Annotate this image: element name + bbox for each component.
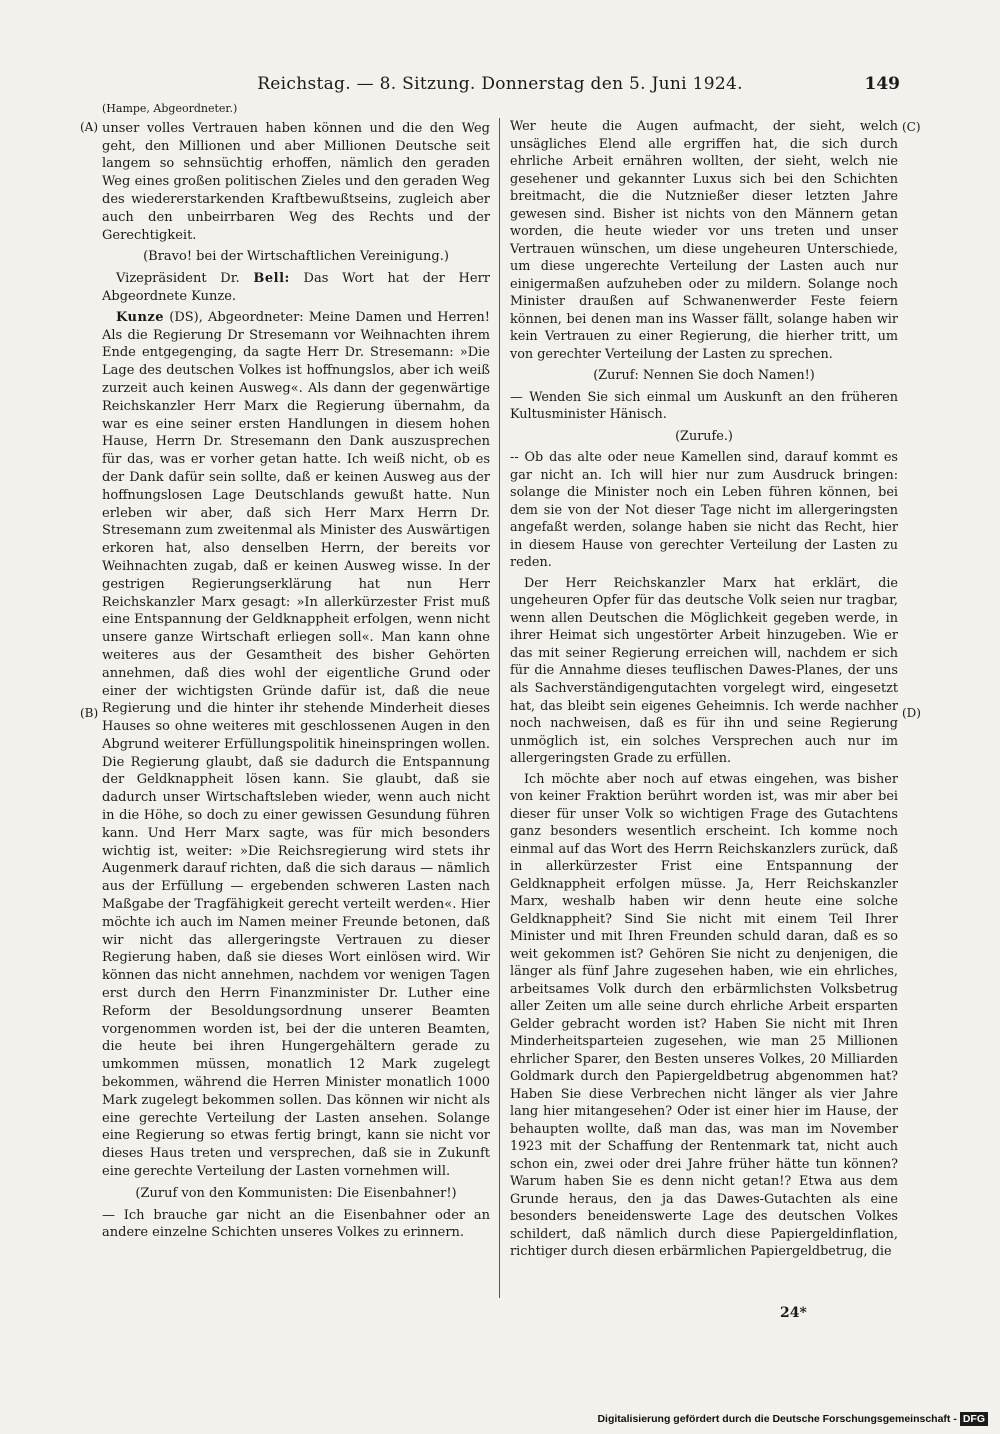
footer-credit <box>597 1412 988 1426</box>
dfg-logo[interactable]: DFG <box>960 1412 988 1426</box>
interjection: (Bravo! bei der Wirtschaftlichen Vereinigung.) <box>143 249 449 265</box>
margin-marker-b: (B) <box>80 706 99 720</box>
footer-text: Digitalisierung gefördert durch die Deutsche Forschungsgemeinschaft - <box>597 1413 957 1425</box>
paragraph: -- Ob das alte oder neue Kamellen sind, darauf kommt es gar nicht an. Ich will hier nur zum Ausdruck bringen: solange die Minister noch ein Leben führen können, bei dem sie von der Not dieser Tage nicht im allergeringsten angefaßt werden, solange haben sie nicht das Recht, hier in diesem Hause von gerechter Verteilung der Lasten zu reden. <box>510 450 898 571</box>
interjection: (Zurufe.) <box>675 428 733 444</box>
paragraph: Der Herr Reichskanzler Marx hat erklärt, die ungeheuren Opfer für das deutsche Volk seien nur tragbar, wenn allen Deutschen die Möglichkeit gegeben werde, in ihrer Heimat sich ungestörter Arbeit hinzugeben. Wie er das mit seiner Regierung erreichen will, nachdem er sich für die Annahme dieses teuflischen Dawes-Planes, der uns als Sachverständigengutachten vorgelegt wird, eingesetzt hat, das bleibt sein eigenes Geheimnis. Ich werde nachher noch nachweisen, daß es für ihn und seine Regierung unmöglich ist, ein solches Versprechen auch nur im allergeringsten Grade zu erfüllen. <box>510 575 898 767</box>
interjection: (Zuruf: Nennen Sie doch Namen!) <box>593 368 815 384</box>
margin-marker-c: (C) <box>902 120 921 134</box>
paragraph-text: (DS), Abgeordneter: Meine Damen und Herren! Als die Regierung Dr Stresemann vor Weihnachten ihrem Ende entgegenging, da sagte Herr Dr. Stresemann: »Die Lage des deutschen Volkes ist hoffnungslos, aber ich weiß zurzeit auch keinen Ausweg«. Als dann der gegenwärtige Reichskanzler Herr Marx die Regierung übernahm, da war es eine seiner ersten Handlungen in diesem hohen Hause, Herrn Dr. Stresemann den Dank auszusprechen für das, was er vorher getan hatte. Ich weiß nicht, ob es der Dank dafür sein sollte, daß er keinen Ausweg aus der hoffnungslosen Lage Deutschlands gewußt hatte. Nun erleben wir aber, daß sich Herr Marx Herrn Dr. Stresemann zum zweitenmal als Minister des Auswärtigen erkoren hat, also denselben Herrn, der bereits vor Weihnachten zugab, daß er keinen Ausweg wisse. In der gestrigen Regierungserklärung hat nun Herr Reichskanzler Marx gesagt: »In allerkürzester Frist muß eine Entspannung der Geldknappheit erfolgen, wenn nicht unsere ganze Wirtschaft erliegen soll«. Man kann ohne weiteres aus der Gesamtheit des bisher Gehörten annehmen, daß dies wohl der eigentliche Grund oder einer der wichtigsten Gründe dafür ist, daß die neue Regierung und die hinter ihr stehende Minderheit dieses Hauses so ohne weiteres mit geschlossenen Augen in den Abgrund weiterer Erfüllungspolitik hineinspringen wollen. Die Regierung glaubt, daß sie dadurch die Entspannung der Geldknappheit lösen kann. Sie glaubt, daß sie dadurch unser Wirtschaftsleben wieder, wenn auch nicht in die Höhe, so doch zu einer gewissen Gesundung führen kann. Und Herr Marx sagte, was für mich besonders wichtig ist, weiter: »Die Reichsregierung wird stets ihr Augenmerk darauf richten, daß die sich daraus — nämlich aus der Erfüllung — ergebenden schweren Lasten nach Maßgabe der Tragfähigkeit gerecht verteilt werden«. Hier möchte ich auch im Namen meiner Freunde betonen, daß wir nicht das allergeringste Vertrauen zu dieser Regierung haben, daß sie dieses Wort einlösen wird. Wir können das nicht annehmen, nachdem vor wenigen Tagen erst durch den Herrn Finanzminister Dr. Luther eine Reform der Besoldungsordnung unserer Beamten vorgenommen worden ist, bei der die unteren Beamten, die heute bei ihren Hungergehältern gerade zu umkommen müssen, monatlich 12 Mark zugelegt bekommen, während die Herren Minister monatlich 1000 Mark zugelegt bekommen sollen. Das können wir nicht als eine gerechte Verteilung der Lasten ansehen. Solange eine Regierung so etwas fertig bringt, kann sie nicht vor dieses Haus treten und versprechen, daß sie in Zukunft eine gerechte Verteilung der Lasten vornehmen will. <box>102 309 490 1180</box>
speaker-note: (Hampe, Abgeordneter.) <box>102 102 238 115</box>
paragraph: — Wenden Sie sich einmal um Auskunft an den früheren Kultusminister Hänisch. <box>510 389 898 423</box>
speaker-name: Bell: <box>253 271 290 287</box>
page-number: 149 <box>864 74 900 94</box>
paragraph <box>102 309 490 1181</box>
margin-marker-d: (D) <box>902 706 921 720</box>
title-text: Vizepräsident Dr. <box>116 271 240 287</box>
running-title: Reichstag. — 8. Sitzung. Donnerstag den 5. Juni 1924. <box>257 74 743 94</box>
right-column <box>510 100 898 1264</box>
paragraph: Ich möchte aber noch auf etwas eingehen, was bisher von keiner Fraktion berührt worden ist, was mir aber bei dieser für unser Volk so wichtigen Frage des Gutachtens ganz besonders wesentlich erscheint. Ich komme noch einmal auf das Wort des Herrn Reichskanzlers zurück, daß in allerkürzester Frist eine Entspannung der Geldknappheit erfolgen müsse. Ja, Herr Reichskanzler Marx, weshalb haben wir denn heute eine solche Geldknappheit? Sind Sie nicht mit einem Teil Ihrer Minister und mit Ihren Freunden schuld daran, daß es so weit gekommen ist? Gehören Sie nicht zu denjenigen, die länger als fünf Jahre zugesehen haben, wie ein ehrliches, arbeitsames Volk durch den erbärmlichsten Volksbetrug aller Zeiten um alle seine durch ehrliche Arbeit ersparten Gelder gebracht worden ist? Haben Sie nicht mit Ihren Minderheitsparteien zugesehen, wie man 25 Millionen ehrlicher Sparer, den Besten unseres Volkes, 20 Milliarden Goldmark durch den Papiergeldbetrug abgenommen hat? Haben Sie diese Verbrechen nicht länger als vier Jahre lang hier mitangesehen? Oder ist einer hier im Hause, der behaupten wollte, daß man das, was man im November 1923 mit der Schaffung der Rentenmark tat, nicht auch schon ein, zwei oder drei Jahre früher hätte tun können? Warum haben Sie es denn nicht getan!? Etwa aus dem Grunde heraus, den ja das Dawes-Gutachten als eine besonders beneidenswerte Lage des deutschen Volkes schildert, daß nämlich durch diese Papiergeldinflation, richtiger durch diesen erbärmlichen Papiergeldbetrug, die <box>510 771 898 1260</box>
left-column <box>102 100 490 1245</box>
page-header <box>100 74 900 98</box>
speaker-name: Kunze <box>116 309 165 325</box>
margin-marker-a: (A) <box>80 120 99 134</box>
interjection: (Zuruf von den Kommunisten: Die Eisenbahner!) <box>135 1185 457 1201</box>
paragraph <box>102 270 490 306</box>
paragraph: unser volles Vertrauen haben können und die den Weg geht, den Millionen und aber Millionen Deutsche seit langem so sehnsüchtig erhoffen, nämlich den geraden Weg eines großen politischen Zieles und den geraden Weg des wiedererstarkenden Kraftbewußtseins, zugleich aber auch den unbeirrbaren Weg des Rechts und der Gerechtigkeit. <box>102 120 490 243</box>
paragraph-text: Das Wort hat der Herr Abgeordnete Kunze. <box>102 271 491 304</box>
signature-mark: 24* <box>780 1305 807 1321</box>
column-divider <box>499 118 500 1298</box>
paragraph: — Ich brauche gar nicht an die Eisenbahner oder an andere einzelne Schichten unseres Volkes zu erinnern. <box>102 1207 490 1241</box>
paragraph: Wer heute die Augen aufmacht, der sieht, welch unsägliches Elend alle ergriffen hat, die sich durch ehrliche Arbeit ernähren wollten, der sieht, welch nie gesehener und gekannter Luxus sich bei den Schichten breitmacht, die die Nutznießer dieser letzten Jahre gewesen sind. Bisher ist nichts von den Männern getan worden, die heute wieder vor uns treten und unser Vertrauen wünschen, um diese ungeheuren Unterschiede, um diese ungerechte Verteilung der Lasten auch nur einigermaßen aufzuheben oder zu mildern. Solange noch Minister draußen auf Schwanenwerder Feste feiern können, bei denen man ins Wasser fällt, solange haben wir kein Vertrauen zu einer Regierung, die hierher tritt, um von gerechter Verteilung der Lasten zu sprechen. <box>510 119 898 362</box>
